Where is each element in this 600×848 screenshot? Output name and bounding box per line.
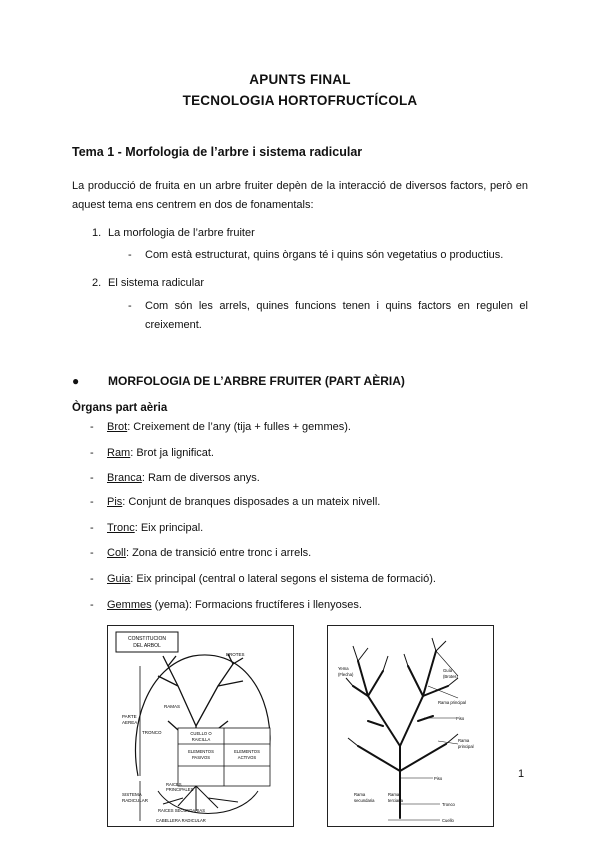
fig-label: ELEMENTOS — [188, 749, 214, 754]
fig-label: RADICULAR — [122, 798, 149, 803]
fig-label: Rama principal — [438, 700, 466, 705]
organ-term: Branca — [107, 472, 142, 484]
list-label-2: El sistema radicular — [108, 277, 204, 289]
fig-label: (Flecha) — [338, 672, 354, 677]
fig-label: terciaria — [388, 798, 403, 803]
tema-heading: Tema 1 - Morfologia de l’arbre i sistema radicular — [72, 145, 363, 159]
section-heading: MORFOLOGIA DE L’ARBRE FRUITER (PART AÈRIA) — [108, 374, 405, 388]
tree-structure-diagram — [328, 626, 493, 826]
fig-label: Piso — [434, 776, 443, 781]
fig-label: ELEMENTOS — [234, 749, 260, 754]
fig-label: Tronco — [442, 802, 455, 807]
fig-label: principal — [458, 744, 474, 749]
document-title-line1: APUNTS FINAL — [249, 72, 351, 87]
organ-term: Ram — [107, 447, 131, 459]
organ-definition: : Eix principal. — [134, 522, 204, 534]
fig-label: RAICES — [166, 782, 182, 787]
organ-definition: : Brot ja lignificat. — [130, 447, 214, 459]
fig-label: PARTE — [122, 714, 137, 719]
organ-definition: : Zona de transició entre tronc i arrels. — [125, 547, 312, 559]
fig-label: DEL ARBOL — [133, 643, 161, 649]
organ-definition: : Eix principal (central o lateral segons el sistema de formació). — [130, 573, 436, 585]
organ-item: - Coll: Zona de transició entre tronc i arrels. — [90, 547, 312, 559]
fig-label: RAMAS — [164, 704, 181, 709]
organ-item: - Guia: Eix principal (central o lateral segons el sistema de formació). — [90, 573, 436, 585]
document-title-line2: TECNOLOGIA HORTOFRUCTÍCOLA — [182, 93, 418, 108]
fig-label: Rama — [388, 792, 400, 797]
dash-marker: - — [128, 300, 132, 312]
fig-label: AEREA — [122, 720, 138, 725]
fig-label: CONSTITUCION — [127, 636, 167, 642]
fig-label: SISTEMA — [122, 792, 142, 797]
organ-term: Tronc — [107, 522, 135, 534]
organ-item: - Pis: Conjunt de branques disposades a un mateix nivell. — [90, 496, 381, 508]
organ-item: - Gemmes (yema): Formacions fructíferes i llenyoses. — [90, 599, 362, 611]
organ-definition: (yema): Formacions fructíferes i llenyoses. — [151, 599, 362, 611]
list-detail-2: Com són les arrels, quines funcions tenen i quins factors en regulen el creixement. — [145, 300, 528, 331]
bullet-icon: ● — [72, 374, 80, 388]
fig-label: Cuello — [442, 818, 454, 823]
organ-definition: : Conjunt de branques disposades a un mateix nivell. — [122, 496, 381, 508]
fig-label: TRONCO — [142, 730, 162, 735]
fig-label: BROTES — [226, 652, 245, 657]
organ-item: - Brot: Creixement de l’any (tija + fulles + gemmes). — [90, 421, 351, 433]
intro-paragraph: La producció de fruita en un arbre fruiter depèn de la interacció de diversos factors, però en aquest tema ens centrem en dos de fonamentals: — [72, 180, 528, 211]
fig-label: RAICILLA — [191, 737, 211, 742]
fig-label: ACTIVOS — [237, 755, 257, 760]
organ-term: Gemmes — [107, 599, 152, 611]
fig-label: Rama — [354, 792, 366, 797]
organ-term: Coll — [107, 547, 126, 559]
organ-item: - Ram: Brot ja lignificat. — [90, 447, 214, 459]
fig-label: secundaria — [354, 798, 375, 803]
fig-label: Piso — [456, 716, 465, 721]
fig-label: RAICES SECUNDARIAS — [158, 808, 206, 813]
list-number-2: 2. — [92, 277, 102, 289]
organ-item: - Tronc: Eix principal. — [90, 522, 204, 534]
list-detail-1: Com està estructurat, quins òrgans té i quins són vegetatius o productius. — [145, 249, 504, 261]
tree-structure-figure — [327, 625, 494, 827]
list-number-1: 1. — [92, 227, 102, 239]
tree-constitution-diagram — [108, 626, 293, 826]
organs-heading: Òrgans part aèria — [72, 402, 168, 414]
organ-definition: : Ram de diversos anys. — [141, 472, 260, 484]
organ-term: Pis — [107, 496, 123, 508]
fig-label: Rama — [458, 738, 470, 743]
fig-label: PASIVOS — [191, 755, 211, 760]
organ-item: - Branca: Ram de diversos anys. — [90, 472, 260, 484]
page-number: 1 — [518, 768, 525, 780]
organ-definition: : Creixement de l’any (tija + fulles + gemmes). — [127, 421, 351, 433]
tree-constitution-figure — [107, 625, 294, 827]
fig-label: (Brotes) — [443, 674, 458, 679]
fig-label: Yema — [338, 666, 349, 671]
organ-term: Guia — [107, 573, 131, 585]
organ-term: Brot — [107, 421, 128, 433]
fig-label: CUELLO O — [190, 731, 212, 736]
fig-label: PRINCIPALES — [166, 787, 194, 792]
list-label-1: La morfologia de l’arbre fruiter — [108, 227, 255, 239]
fig-label: CABELLERA RADICULAR — [156, 818, 206, 823]
fig-label: Guía — [443, 668, 453, 673]
dash-marker: - — [128, 249, 132, 261]
